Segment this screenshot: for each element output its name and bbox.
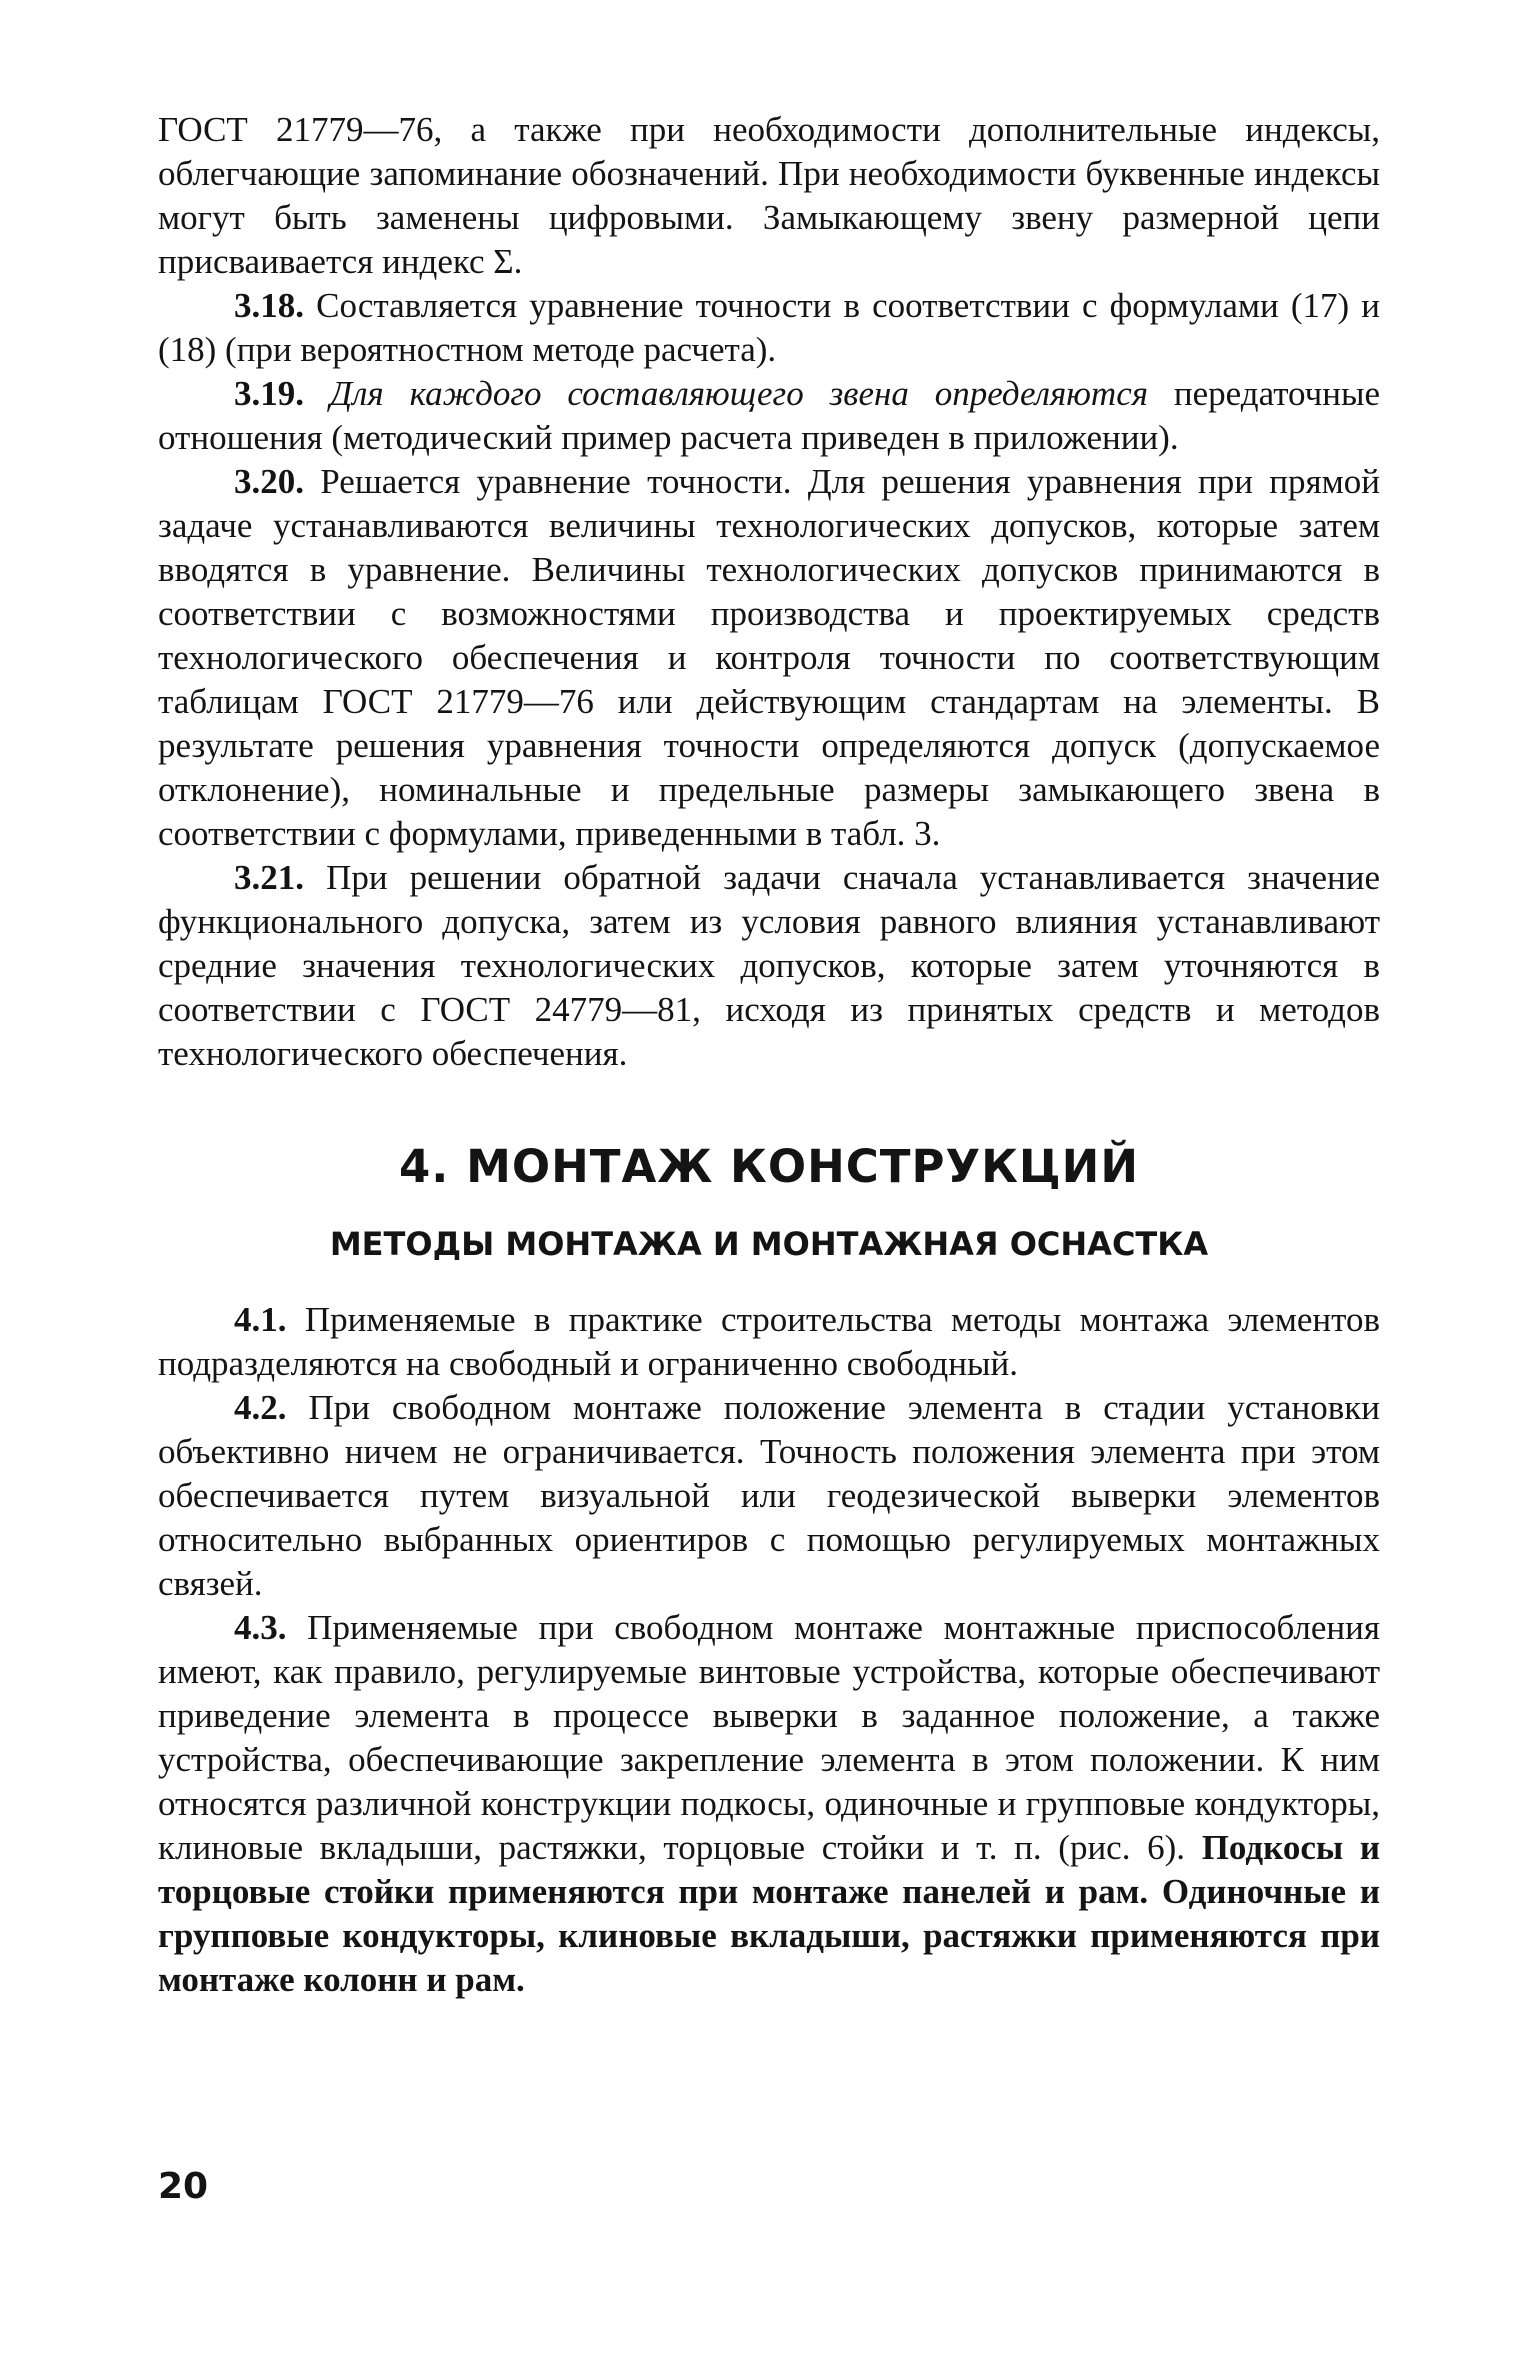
paragraph-continuation: ГОСТ 21779—76, а также при необходимости дополнительные индексы, облегчающие запоминание обозначений. При необходимости буквенные индексы могут быть заменены цифровыми. Замыкающему звену размерной цепи присваивается индекс Σ. bbox=[158, 110, 1380, 281]
clause-number: 3.19. bbox=[234, 374, 304, 413]
clause-text: При решении обратной задачи сначала устанавливается значение функционального допуска, затем из условия равного влияния устанавливают средние значения технологических допусков, которые затем уточняются в соответствии с ГОСТ 24779—81, исходя из принятых средств и методов технологического обеспечения. bbox=[158, 858, 1380, 1073]
paragraph-4-1 bbox=[158, 1298, 1380, 1386]
clause-text: передаточные отношения (методический пример расчета приведен в приложении). bbox=[158, 374, 1381, 457]
paragraph-3-21 bbox=[158, 856, 1380, 1076]
clause-text: Применяемые при свободном монтаже монтажные приспособления имеют, как правило, регулируемые винтовые устройства, которые обеспечивают приведение элемента в процессе выверки в заданное положение, а также устройства, обеспечивающие закрепление элемента в этом положении. К ним относятся различной конструкции подкосы, одиночные и групповые кондукторы, клиновые вкладыши, растяжки, торцовые стойки и т. п. (рис. 6). bbox=[158, 1608, 1380, 1867]
section-subtitle: МЕТОДЫ МОНТАЖА И МОНТАЖНАЯ ОСНАСТКА bbox=[329, 1225, 1209, 1263]
clause-number: 4.3. bbox=[234, 1608, 287, 1647]
paragraph-4-2 bbox=[158, 1386, 1380, 1606]
clause-text: При свободном монтаже положение элемента в стадии установки объективно ничем не ограничивается. Точность положения элемента при этом обеспечивается путем визуальной или геодезической выверки элементов относительно выбранных ориентиров с помощью регулируемых монтажных связей. bbox=[158, 1388, 1381, 1603]
clause-number: 4.2. bbox=[234, 1388, 287, 1427]
document-page bbox=[158, 108, 1380, 2002]
clause-number: 3.18. bbox=[234, 286, 304, 325]
page-number: 20 bbox=[158, 2166, 209, 2207]
clause-italic-text: Для каждого составляющего звена определяются bbox=[329, 374, 1149, 413]
clause-number: 3.21. bbox=[234, 858, 304, 897]
section-title: 4. МОНТАЖ КОНСТРУКЦИЙ bbox=[399, 1140, 1139, 1193]
clause-number: 4.1. bbox=[234, 1300, 287, 1339]
clause-bold-text: Подкосы и торцовые стойки применяются при монтаже панелей и рам. Одиночные и групповые кондукторы, клиновые вкладыши, растяжки применяются при монтаже колонн и рам. bbox=[158, 1828, 1380, 1999]
paragraph-3-20 bbox=[158, 460, 1380, 856]
clause-text: Применяемые в практике строительства методы монтажа элементов подразделяются на свободный и ограниченно свободный. bbox=[158, 1300, 1380, 1383]
paragraph-4-3 bbox=[158, 1606, 1380, 2002]
clause-text: Составляется уравнение точности в соответствии с формулами (17) и (18) (при вероятностном методе расчета). bbox=[158, 286, 1381, 369]
clause-text: Решается уравнение точности. Для решения уравнения при прямой задаче устанавливаются величины технологических допусков, которые затем вводятся в уравнение. Величины технологических допусков принимаются в соответствии с возможностями производства и проектируемых средств технологического обеспечения и контроля точности по соответствующим таблицам ГОСТ 21779—76 или действующим стандартам на элементы. В результате решения уравнения точности определяются допуск (допускаемое отклонение), номинальные и предельные размеры замыкающего звена в соответствии с формулами, приведенными в табл. 3. bbox=[158, 462, 1380, 853]
paragraph-3-19 bbox=[158, 372, 1380, 460]
paragraph-3-18 bbox=[158, 284, 1380, 372]
clause-number: 3.20. bbox=[234, 462, 304, 501]
